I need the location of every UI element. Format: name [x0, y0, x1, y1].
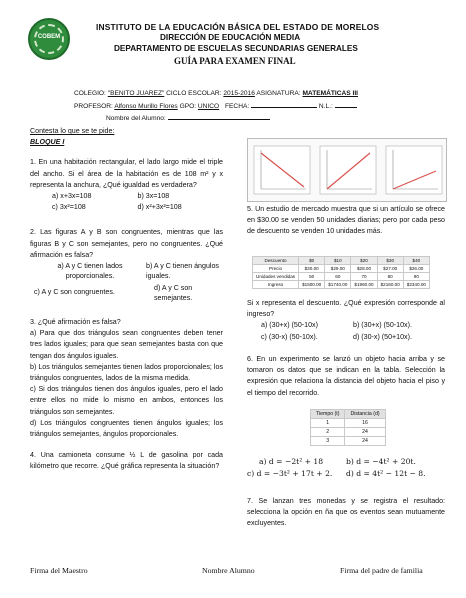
table-cell: 24	[345, 437, 385, 446]
table-cell: $1740.00	[325, 281, 351, 289]
asignatura-label: ASIGNATURA:	[256, 90, 301, 97]
question-6-text: 6. En un experimento se lanzó un objeto hacia arriba y se tomaron os datos que se indican en la tabla. Selección la expresión que relaciona la distancia del objeto hacia el piso y el tiempo del recorrido.	[247, 355, 445, 397]
table-row	[253, 273, 430, 281]
fecha-label: FECHA:	[225, 103, 250, 110]
table-row	[253, 281, 430, 289]
q3-option-b[interactable]: b) Los triángulos semejantes tienen lados proporcionales; los triángulos congruentes, lados de la misma medida.	[30, 362, 223, 383]
table-cell: 3	[311, 437, 345, 446]
alumno-field[interactable]	[168, 119, 270, 120]
table-row	[311, 419, 386, 428]
profesor-label: PROFESOR:	[74, 103, 113, 110]
q5-question-block	[247, 298, 445, 343]
table-cell: $1500.00	[299, 281, 325, 289]
alumno-label: Nombre del Alumno:	[106, 115, 166, 122]
q2-option-b[interactable]: b) A y C tienen ángulos iguales.	[146, 262, 219, 281]
table-row	[253, 265, 430, 273]
q1-option-b[interactable]: b) 3x=108	[137, 192, 170, 201]
table-cell: 80	[377, 273, 403, 281]
meta-line-1	[74, 90, 358, 97]
table-row	[311, 428, 386, 437]
institute-title: INSTITUTO DE LA EDUCACIÓN BÁSICA DEL ESTADO DE MORELOS	[96, 22, 380, 32]
table-cell: Distancia (d)	[345, 410, 385, 419]
q6-options-grid	[247, 456, 445, 480]
guide-title: GUÍA PARA EXAMEN FINAL	[174, 56, 296, 66]
table-cell: 50	[299, 273, 325, 281]
question-1-text: 1. En una habitación rectangular, el lado largo mide el triple del ancho. Si el área de la habitación es de 108 m² y x representa la anchura, ¿Qué igualdad es verdadera?	[30, 158, 223, 189]
table-cell: Precio	[253, 265, 299, 273]
q6-option-a[interactable]: a) d = −2t² + 18	[259, 457, 324, 466]
table-row	[311, 410, 386, 419]
question-3-text: 3. ¿Qué afirmación es falsa?	[30, 318, 121, 327]
table-cell: $2160.00	[377, 281, 403, 289]
colegio-value: "BENITO JUAREZ"	[107, 90, 165, 97]
q2-option-d[interactable]: d) A y C son semejantes.	[154, 284, 193, 303]
ciclo-value: 2015-2016	[223, 90, 255, 97]
table-cell: 24	[345, 428, 385, 437]
graph-option-c[interactable]	[386, 146, 442, 194]
question-7-text: 7. Se lanzan tres monedas y se registra el resultado: selecciona la opción en ña que os eventos sean mutuamente excluyentes.	[247, 497, 445, 528]
table-row	[253, 257, 430, 265]
q3-option-d[interactable]: d) Los triángulos congruentes tienen ángulos iguales; los triángulos semejantes, ángulos proporcionales.	[30, 418, 223, 439]
gpo-label: GPO:	[179, 103, 197, 110]
question-1-options	[30, 191, 223, 213]
right-column	[247, 204, 445, 238]
question-2-options	[30, 261, 223, 303]
q3-option-a[interactable]: a) Para que dos triángulos sean congruentes deben tener tres lados iguales; para que sean semejantes basta con que tengan dos ángulos iguales.	[30, 329, 223, 360]
table-cell: 70	[351, 273, 377, 281]
parent-signature: Firma del padre de familia	[340, 566, 423, 575]
question-4-text: 4. Una camioneta consume ½ L de gasolina por cada kilómetro que recorre. ¿Qué gráfica representa la situación?	[30, 451, 223, 471]
q5-table	[252, 256, 430, 289]
nl-label: N.L.:	[318, 103, 333, 110]
q6-options	[247, 456, 445, 480]
block-title: BLOQUE I	[30, 138, 65, 147]
table-cell: $20	[351, 257, 377, 265]
ciclo-label: CICLO ESCOLAR:	[166, 90, 222, 97]
table-cell: Ingreso	[253, 281, 299, 289]
q5-option-d[interactable]: d) (30-x) (50+10x).	[353, 332, 412, 341]
table-cell: $0	[299, 257, 325, 265]
table-cell: $28.00	[351, 265, 377, 273]
table-cell: $1960.00	[351, 281, 377, 289]
q5-options	[247, 320, 445, 342]
question-2-text: 2. Las figuras A y B son congruentes, mientras que las figuras B y C son semejantes, pero no congruentes. ¿Qué afirmación es falsa?	[30, 228, 223, 259]
q2-option-a[interactable]: a) A y C tienen lados proporcionales.	[57, 262, 123, 281]
table-cell: $30.00	[299, 265, 325, 273]
left-column	[30, 126, 223, 473]
q6-option-b[interactable]: b) d = −4t² + 20t.	[346, 457, 416, 466]
meta-line-3	[106, 115, 270, 122]
student-name-signature: Nombre Alumno	[202, 566, 255, 575]
department-title: DEPARTAMENTO DE ESCUELAS SECUNDARIAS GENERALES	[114, 44, 358, 53]
school-logo	[28, 18, 70, 60]
asignatura-value: MATEMÁTICAS III	[302, 90, 358, 97]
table-cell: 16	[345, 419, 385, 428]
table-cell: $27.00	[377, 265, 403, 273]
table-cell: 1	[311, 419, 345, 428]
table-cell: Tiempo (t)	[311, 410, 345, 419]
table-cell: $29.00	[325, 265, 351, 273]
direction-title: DIRECCIÓN DE EDUCACIÓN MEDIA	[160, 33, 301, 42]
graph-option-a[interactable]	[254, 146, 310, 194]
teacher-signature: Firma del Maestro	[30, 566, 88, 575]
table-cell: 90	[403, 273, 429, 281]
fecha-field[interactable]	[251, 107, 317, 108]
colegio-label: COLEGIO:	[74, 90, 106, 97]
meta-line-2	[74, 103, 357, 110]
table-cell: 60	[325, 273, 351, 281]
q2-option-c[interactable]: c) A y C son congruentes.	[34, 288, 115, 297]
table-cell: 2	[311, 428, 345, 437]
q6-option-c[interactable]: c) d = −3t² + 17t + 2.	[247, 469, 333, 478]
table-cell: $10	[325, 257, 351, 265]
table-row	[311, 437, 386, 446]
q5-option-c[interactable]: c) (30-x) (50-10x).	[261, 332, 318, 341]
q6-table	[310, 409, 386, 446]
q7-block	[247, 496, 445, 530]
q5-option-a[interactable]: a) (30+x) (50-10x)	[261, 321, 318, 330]
table-cell: $2340.00	[403, 281, 429, 289]
q4-graphs-svg	[248, 139, 448, 203]
graph-option-b[interactable]	[320, 146, 376, 194]
q6-block	[247, 354, 445, 399]
nl-field[interactable]	[335, 107, 357, 108]
q6-option-d[interactable]: d) d = 4t² − 12t − 8.	[346, 469, 426, 478]
logo-text: COBEM	[37, 34, 61, 40]
table-cell: Descuento	[253, 257, 299, 265]
q1-option-c[interactable]: c) 3x²=108	[52, 203, 86, 212]
q5-option-b[interactable]: b) (30+x) (50-10x).	[353, 321, 412, 330]
gpo-value: UNICO	[197, 103, 220, 110]
table-cell: $30	[377, 257, 403, 265]
q1-option-d[interactable]: d) x²+3x²=108	[137, 203, 182, 212]
profesor-value: Alfonso Murillo Flores	[114, 103, 178, 110]
table-cell: $40	[403, 257, 429, 265]
question-5-text: 5. Un estudio de mercado muestra que si un artículo se ofrece en $30.00 se venden 50 unidades diarias; pero por cada peso de descuento se venden 10 unidades más.	[247, 205, 445, 236]
table-cell: $26.00	[403, 265, 429, 273]
q1-option-a[interactable]: a) x+3x=108	[52, 192, 92, 201]
q4-graphs-figure	[247, 138, 447, 202]
instructions: Contesta lo que se te pide:	[30, 127, 115, 135]
q5-question: Si x representa el descuento. ¿Qué expresión corresponde al ingreso?	[247, 299, 445, 319]
q3-option-c[interactable]: c) Si dos triángulos tienen dos ángulos iguales, pero el lado entre ellos no mide lo mismo en ambos, entonces los triángulos son semejantes.	[30, 385, 223, 416]
table-cell: Unidades vendidas	[253, 273, 299, 281]
